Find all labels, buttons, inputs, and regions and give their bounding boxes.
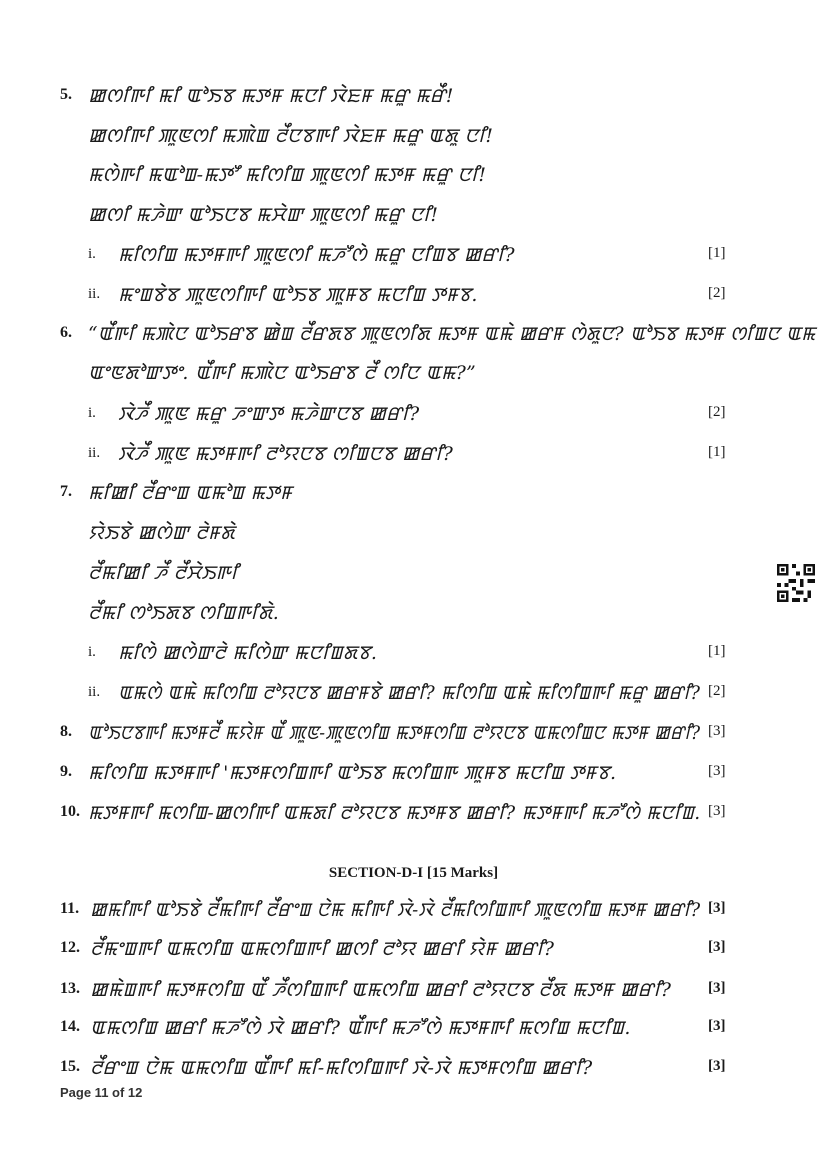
question-12	[0, 933, 827, 963]
question-text: ꯑꯣꯏꯅꯕꯒꯤ ꯃꯇꯝꯂꯩ ꯃꯌꯥꯝ ꯑꯩ ꯄꯨꯟ-ꯄꯨꯟꯁꯤꯡ ꯃꯇꯝꯁꯤꯡ ꯂꯣꯌꯅꯕ ꯑꯃꯁꯤꯡꯅ ꯃꯇꯝ ꯀꯔꯤ?	[88, 722, 701, 744]
question-6-line-1	[0, 318, 827, 348]
part-text: ꯃꯤꯁꯥ ꯀꯁꯥꯛꯂꯥ ꯃꯤꯁꯥꯛ ꯃꯅꯤꯡꯗꯕ.	[118, 642, 378, 664]
part-text: ꯋꯥꯍꯩ ꯄꯨꯟ ꯃꯔꯨ ꯍꯦꯛꯇ ꯃꯍꯥꯛꯅꯕ ꯀꯔꯤ?	[118, 403, 420, 425]
question-9	[0, 757, 827, 787]
marks: [3]	[708, 1058, 726, 1074]
question-text: ꯂꯩꯃꯤꯀꯤ ꯍꯩ ꯂꯩꯆꯥꯏꯒꯤ	[88, 562, 238, 584]
question-number: 13.	[60, 980, 80, 997]
question-text: ꯑꯦꯟꯗꯣꯛꯇꯦ. ꯑꯩꯒꯤ ꯃꯄꯥꯅ ꯑꯣꯏꯔꯕ ꯂꯩ ꯁꯤꯅ ꯑꯃ?”	[88, 362, 477, 384]
question-text: ꯑꯃꯁꯤꯡ ꯀꯔꯤ ꯃꯍꯧꯁꯥ ꯋꯥ ꯀꯔꯤ? ꯑꯩꯒꯤ ꯃꯍꯧꯁꯥ ꯃꯇꯝꯒꯤ ꯃꯁꯤꯡ ꯃꯅꯤꯡ.	[90, 1017, 631, 1039]
question-number: 10.	[60, 803, 80, 820]
part-text: ꯃꯤꯁꯤꯡ ꯃꯇꯝꯒꯤ ꯄꯨꯟꯁꯤ ꯃꯍꯧꯁꯥ ꯃꯔꯨ ꯅꯤꯡꯕ ꯀꯔꯤ?	[118, 244, 515, 266]
question-text: ꯀꯁꯤꯒꯤ ꯃꯤ ꯑꯣꯏꯕ ꯃꯇꯝ ꯃꯅꯤ ꯋꯥꯐꯝ ꯃꯔꯨ ꯃꯔꯩ!	[88, 85, 454, 107]
question-text: ꯀꯁꯤ ꯃꯍꯥꯛ ꯑꯣꯏꯅꯕ ꯃꯆꯥꯛ ꯄꯨꯟꯁꯤ ꯃꯔꯨ ꯅꯤ!	[88, 204, 439, 226]
marks: [1]	[708, 245, 726, 261]
marks: [3]	[708, 939, 726, 955]
part-label: i.	[88, 644, 96, 660]
question-5-line-1	[0, 80, 827, 110]
question-5-line-2	[0, 120, 827, 150]
question-7-part-i	[0, 637, 827, 667]
question-5-part-ii	[0, 279, 827, 309]
question-11	[0, 894, 827, 924]
question-number: 14.	[60, 1018, 80, 1035]
question-6-part-ii	[0, 438, 827, 468]
part-label: i.	[88, 246, 96, 262]
question-5-line-4	[0, 199, 827, 229]
question-7-line-4	[0, 597, 827, 627]
question-number: 12.	[60, 939, 80, 956]
question-number: 9.	[60, 763, 72, 780]
question-7-line-3	[0, 557, 827, 587]
question-7-line-2	[0, 517, 827, 547]
question-5-part-i	[0, 239, 827, 269]
question-number: 8.	[60, 723, 72, 740]
marks: [3]	[708, 980, 726, 996]
question-text: ꯃꯤꯀꯤ ꯂꯩꯔꯦꯡ ꯑꯃꯣꯡ ꯃꯇꯝ	[88, 482, 293, 504]
question-number: 11.	[60, 900, 80, 917]
marks: [1]	[708, 444, 726, 460]
question-text: “ꯑꯩꯒꯤ ꯃꯄꯥꯅ ꯑꯣꯏꯔꯕ ꯀꯥꯡ ꯂꯩꯔꯗꯕ ꯄꯨꯟꯁꯤꯗ ꯃꯇꯝ ꯑꯃꯥ ꯀꯔꯝ ꯁꯥꯗꯨꯅ? ꯑꯣꯏꯕ ꯃꯇꯝ ꯁꯤꯡꯅ ꯑꯃ	[88, 323, 816, 345]
question-10	[0, 797, 827, 827]
question-6-line-2	[0, 357, 827, 387]
question-7-line-1	[0, 477, 827, 507]
question-text: ꯂꯩꯃꯦꯡꯒꯤ ꯑꯃꯁꯤꯡ ꯑꯃꯁꯤꯡꯒꯤ ꯀꯁꯤ ꯂꯣꯌ ꯀꯔꯤ ꯌꯥꯝ ꯀꯔꯤ?	[90, 938, 555, 960]
question-8	[0, 717, 827, 747]
marks: [3]	[708, 763, 726, 779]
part-label: ii.	[88, 684, 101, 700]
marks: [3]	[708, 1018, 726, 1034]
marks: [2]	[708, 285, 726, 301]
marks: [3]	[708, 723, 726, 739]
marks: [3]	[708, 900, 726, 916]
question-number: 15.	[60, 1058, 80, 1075]
question-text: ꯌꯥꯏꯕꯥ ꯀꯁꯥꯛ ꯂꯥꯝꯗꯥ	[88, 522, 236, 544]
question-7-part-ii	[0, 677, 827, 707]
part-label: ii.	[88, 445, 101, 461]
page-number: Page 11 of 12	[60, 1085, 143, 1100]
part-text: ꯋꯥꯍꯩ ꯄꯨꯟ ꯃꯇꯝꯒꯤ ꯂꯣꯌꯅꯕ ꯁꯤꯡꯅꯕ ꯀꯔꯤ?	[118, 443, 454, 465]
part-text: ꯃꯦꯡꯕꯥꯕ ꯄꯨꯟꯁꯤꯒꯤ ꯑꯣꯏꯕ ꯄꯨꯝꯕ ꯃꯅꯤꯡ ꯇꯝꯕ.	[118, 284, 478, 306]
question-text: ꯃꯇꯝꯒꯤ ꯃꯁꯤꯡ-ꯀꯁꯤꯒꯤ ꯑꯃꯗꯤ ꯂꯣꯌꯅꯕ ꯃꯇꯝꯕ ꯀꯔꯤ? ꯃꯇꯝꯒꯤ ꯃꯍꯧꯁꯥ ꯃꯅꯤꯡ.	[88, 802, 701, 824]
question-14	[0, 1012, 827, 1042]
part-text: ꯑꯃꯁꯥ ꯑꯃꯥ ꯃꯤꯁꯤꯡ ꯂꯣꯌꯅꯕ ꯀꯔꯝꯕꯥ ꯀꯔꯤ? ꯃꯤꯁꯤꯡ ꯑꯃꯥ ꯃꯤꯁꯤꯡꯒꯤ ꯃꯔꯨ ꯀꯔꯤ?	[118, 682, 701, 704]
question-text: ꯂꯩꯔꯦꯡ ꯅꯥꯃ ꯑꯃꯁꯤꯡ ꯑꯩꯒꯤ ꯃꯤ-ꯃꯤꯁꯤꯡꯒꯤ ꯋꯥ-ꯋꯥ ꯃꯇꯝꯁꯤꯡ ꯀꯔꯤ?	[90, 1057, 593, 1079]
qr-code-icon	[777, 564, 815, 602]
question-5-line-3	[0, 159, 827, 189]
question-number: 7.	[60, 483, 72, 500]
part-label: ii.	[88, 286, 101, 302]
question-15	[0, 1052, 827, 1082]
section-heading: SECTION-D-I [15 Marks]	[328, 865, 499, 881]
question-text: ꯃꯁꯥꯒꯤ ꯃꯑꯣꯡ-ꯃꯇꯧ ꯃꯤꯁꯤꯡ ꯄꯨꯟꯁꯤ ꯃꯇꯝ ꯃꯔꯨ ꯅꯤ!	[88, 164, 487, 186]
marks: [2]	[708, 404, 726, 420]
marks: [3]	[708, 803, 726, 819]
question-text: ꯀꯃꯤꯒꯤ ꯑꯣꯏꯕꯥ ꯂꯩꯃꯤꯒꯤ ꯂꯩꯔꯦꯡ ꯅꯥꯃ ꯃꯤꯒꯤ ꯋꯥ-ꯋꯥ ꯂꯩꯃꯤꯁꯤꯡꯒꯤ ꯄꯨꯟꯁꯤꯡ ꯃꯇꯝ ꯀꯔꯤ?	[90, 899, 701, 921]
marks: [2]	[708, 683, 726, 699]
question-number: 6.	[60, 324, 72, 341]
part-label: i.	[88, 405, 96, 421]
question-text: ꯀꯁꯤꯒꯤ ꯄꯨꯟꯁꯤ ꯃꯄꯥꯡ ꯂꯩꯅꯕꯒꯤ ꯋꯥꯐꯝ ꯃꯔꯨ ꯑꯗꯨ ꯅꯤ!	[88, 125, 494, 147]
question-6-part-i	[0, 398, 827, 428]
question-text: ꯂꯩꯃꯤ ꯁꯣꯏꯗꯕ ꯁꯤꯡꯒꯤꯗꯥ.	[88, 602, 280, 624]
question-number: 5.	[60, 86, 72, 103]
marks: [1]	[708, 643, 726, 659]
question-13	[0, 974, 827, 1004]
question-text: ꯀꯃꯥꯡꯒꯤ ꯃꯇꯝꯁꯤꯡ ꯑꯩ ꯍꯩꯁꯤꯡꯒꯤ ꯑꯃꯁꯤꯡ ꯀꯔꯤ ꯂꯣꯌꯅꯕ ꯂꯩꯗ ꯃꯇꯝ ꯀꯔꯤ?	[90, 979, 672, 1001]
question-text: ꯃꯤꯁꯤꯡ ꯃꯇꯝꯒꯤ 'ꯃꯇꯝꯁꯤꯡꯒꯤ ꯑꯣꯏꯕ ꯃꯁꯤꯡꯒ ꯄꯨꯝꯕ ꯃꯅꯤꯡ ꯇꯝꯕ.	[88, 762, 617, 784]
